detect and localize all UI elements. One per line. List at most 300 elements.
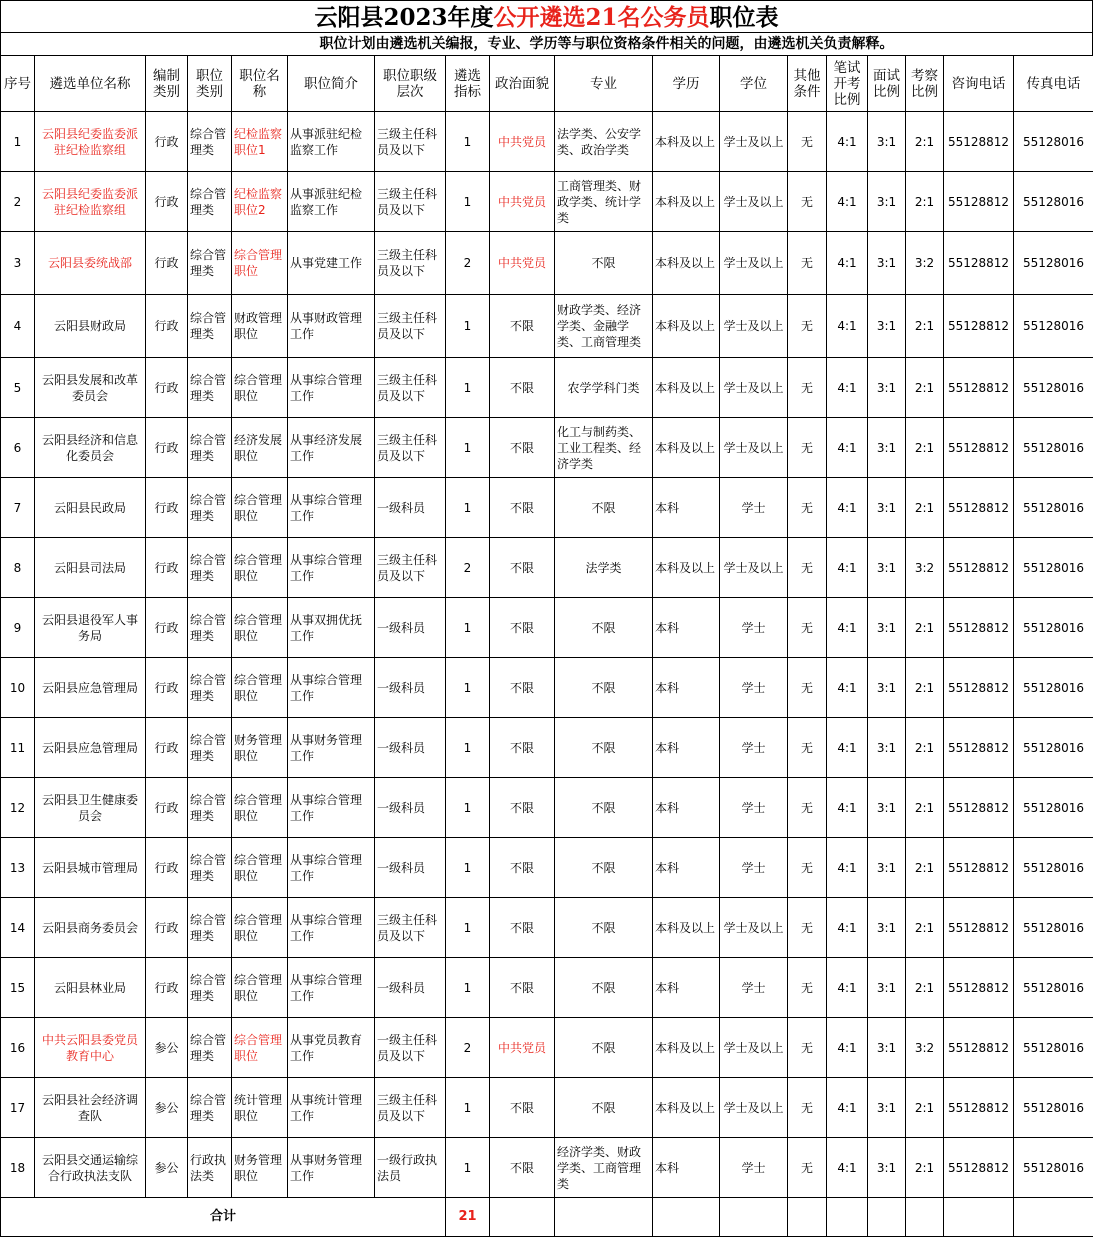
- cell-major: 不限: [555, 1018, 653, 1078]
- cell-staffing: 行政: [146, 172, 188, 232]
- cell-political: 不限: [490, 598, 555, 658]
- cell-degree: 学士: [720, 718, 788, 778]
- cell-degree: 学士: [720, 1138, 788, 1198]
- cell-quota: 1: [446, 778, 490, 838]
- cell-position: 综合管理职位: [232, 478, 288, 538]
- cell-education: 本科: [653, 838, 720, 898]
- cell-major: 不限: [555, 718, 653, 778]
- cell-level: 一级科员: [375, 778, 446, 838]
- cell-interview-ratio: 3:1: [868, 1138, 906, 1198]
- cell-quota: 1: [446, 658, 490, 718]
- cell-interview-ratio: 3:1: [868, 898, 906, 958]
- column-header: 职位名称: [232, 56, 288, 112]
- cell-fax: 55128016: [1014, 898, 1093, 958]
- table-row: [1, 1078, 1093, 1138]
- cell-other: 无: [788, 658, 827, 718]
- cell-political: 不限: [490, 778, 555, 838]
- cell-fax: 55128016: [1014, 778, 1093, 838]
- cell-description: 从事综合管理工作: [288, 838, 375, 898]
- cell-quota: 1: [446, 295, 490, 358]
- cell-unit: 云阳县社会经济调查队: [35, 1078, 146, 1138]
- cell-inspect-ratio: 2:1: [906, 418, 944, 478]
- cell-other: 无: [788, 232, 827, 295]
- cell-level: 一级主任科员及以下: [375, 1018, 446, 1078]
- cell-inspect-ratio: 3:2: [906, 1018, 944, 1078]
- cell-other: 无: [788, 1018, 827, 1078]
- cell-category: 综合管理类: [188, 172, 232, 232]
- cell-written-ratio: 4:1: [827, 1078, 868, 1138]
- cell-inspect-ratio: 2:1: [906, 1078, 944, 1138]
- cell-level: 一级科员: [375, 958, 446, 1018]
- cell-staffing: 行政: [146, 295, 188, 358]
- cell-category: 综合管理类: [188, 1078, 232, 1138]
- cell-major: 不限: [555, 1078, 653, 1138]
- cell-description: 从事财务管理工作: [288, 1138, 375, 1198]
- cell-unit: 云阳县商务委员会: [35, 898, 146, 958]
- cell-phone: 55128812: [944, 172, 1014, 232]
- empty-cell: [490, 1198, 555, 1237]
- cell-interview-ratio: 3:1: [868, 1078, 906, 1138]
- cell-major: 不限: [555, 958, 653, 1018]
- cell-level: 三级主任科员及以下: [375, 358, 446, 418]
- cell-interview-ratio: 3:1: [868, 658, 906, 718]
- cell-level: 三级主任科员及以下: [375, 538, 446, 598]
- cell-no: 4: [1, 295, 35, 358]
- cell-unit: 云阳县经济和信息化委员会: [35, 418, 146, 478]
- table-row: [1, 295, 1093, 358]
- cell-quota: 1: [446, 1078, 490, 1138]
- cell-degree: 学士及以上: [720, 172, 788, 232]
- cell-level: 三级主任科员及以下: [375, 898, 446, 958]
- cell-category: 综合管理类: [188, 232, 232, 295]
- cell-political: 不限: [490, 718, 555, 778]
- cell-phone: 55128812: [944, 658, 1014, 718]
- column-header: 面试比例: [868, 56, 906, 112]
- cell-staffing: 行政: [146, 658, 188, 718]
- cell-staffing: 参公: [146, 1138, 188, 1198]
- cell-phone: 55128812: [944, 838, 1014, 898]
- cell-inspect-ratio: 2:1: [906, 838, 944, 898]
- page-title: [0, 0, 1093, 33]
- cell-major: 不限: [555, 778, 653, 838]
- cell-major: 法学类: [555, 538, 653, 598]
- cell-major: 不限: [555, 898, 653, 958]
- cell-phone: 55128812: [944, 898, 1014, 958]
- cell-interview-ratio: 3:1: [868, 232, 906, 295]
- cell-other: 无: [788, 418, 827, 478]
- cell-education: 本科及以上: [653, 538, 720, 598]
- table-row: [1, 538, 1093, 598]
- cell-written-ratio: 4:1: [827, 478, 868, 538]
- cell-position: 综合管理职位: [232, 358, 288, 418]
- cell-staffing: 行政: [146, 358, 188, 418]
- cell-unit: 云阳县发展和改革委员会: [35, 358, 146, 418]
- cell-category: 综合管理类: [188, 898, 232, 958]
- cell-political: 不限: [490, 1138, 555, 1198]
- cell-quota: 1: [446, 718, 490, 778]
- cell-written-ratio: 4:1: [827, 778, 868, 838]
- cell-quota: 1: [446, 172, 490, 232]
- cell-description: 从事经济发展工作: [288, 418, 375, 478]
- cell-phone: 55128812: [944, 1138, 1014, 1198]
- cell-quota: 1: [446, 418, 490, 478]
- cell-political: 中共党员: [490, 112, 555, 172]
- cell-other: 无: [788, 598, 827, 658]
- table-row: [1, 658, 1093, 718]
- cell-interview-ratio: 3:1: [868, 112, 906, 172]
- cell-political: 不限: [490, 358, 555, 418]
- cell-education: 本科及以上: [653, 358, 720, 418]
- cell-category: 综合管理类: [188, 358, 232, 418]
- cell-no: 3: [1, 232, 35, 295]
- table-row: [1, 958, 1093, 1018]
- empty-cell: [555, 1198, 653, 1237]
- cell-fax: 55128016: [1014, 718, 1093, 778]
- cell-degree: 学士及以上: [720, 358, 788, 418]
- cell-phone: 55128812: [944, 112, 1014, 172]
- cell-unit: 云阳县纪委监委派驻纪检监察组: [35, 112, 146, 172]
- cell-fax: 55128016: [1014, 1078, 1093, 1138]
- cell-staffing: 行政: [146, 958, 188, 1018]
- cell-fax: 55128016: [1014, 295, 1093, 358]
- cell-no: 7: [1, 478, 35, 538]
- cell-fax: 55128016: [1014, 658, 1093, 718]
- table-row: [1, 778, 1093, 838]
- cell-other: 无: [788, 778, 827, 838]
- cell-unit: 云阳县委统战部: [35, 232, 146, 295]
- cell-quota: 2: [446, 1018, 490, 1078]
- cell-interview-ratio: 3:1: [868, 295, 906, 358]
- cell-quota: 1: [446, 898, 490, 958]
- cell-level: 三级主任科员及以下: [375, 112, 446, 172]
- cell-position: 纪检监察职位1: [232, 112, 288, 172]
- cell-position: 综合管理职位: [232, 778, 288, 838]
- cell-no: 8: [1, 538, 35, 598]
- cell-education: 本科及以上: [653, 112, 720, 172]
- cell-major: 经济学类、财政学类、工商管理类: [555, 1138, 653, 1198]
- cell-other: 无: [788, 1138, 827, 1198]
- cell-unit: 云阳县民政局: [35, 478, 146, 538]
- cell-position: 统计管理职位: [232, 1078, 288, 1138]
- cell-interview-ratio: 3:1: [868, 358, 906, 418]
- cell-no: 12: [1, 778, 35, 838]
- cell-degree: 学士及以上: [720, 538, 788, 598]
- cell-staffing: 行政: [146, 778, 188, 838]
- cell-unit: 云阳县城市管理局: [35, 838, 146, 898]
- cell-political: 不限: [490, 1078, 555, 1138]
- cell-education: 本科: [653, 1138, 720, 1198]
- cell-position: 综合管理职位: [232, 538, 288, 598]
- cell-position: 综合管理职位: [232, 598, 288, 658]
- cell-phone: 55128812: [944, 1078, 1014, 1138]
- cell-political: 不限: [490, 418, 555, 478]
- empty-cell: [720, 1198, 788, 1237]
- cell-major: 工商管理类、财政学类、统计学类: [555, 172, 653, 232]
- cell-no: 10: [1, 658, 35, 718]
- cell-level: 一级行政执法员: [375, 1138, 446, 1198]
- column-header: 学位: [720, 56, 788, 112]
- cell-position: 财务管理职位: [232, 718, 288, 778]
- cell-written-ratio: 4:1: [827, 838, 868, 898]
- cell-interview-ratio: 3:1: [868, 418, 906, 478]
- cell-degree: 学士及以上: [720, 418, 788, 478]
- cell-staffing: 行政: [146, 538, 188, 598]
- cell-description: 从事综合管理工作: [288, 358, 375, 418]
- cell-education: 本科: [653, 658, 720, 718]
- cell-major: 不限: [555, 658, 653, 718]
- cell-political: 不限: [490, 838, 555, 898]
- cell-phone: 55128812: [944, 718, 1014, 778]
- empty-cell: [653, 1198, 720, 1237]
- cell-other: 无: [788, 898, 827, 958]
- cell-quota: 1: [446, 358, 490, 418]
- cell-interview-ratio: 3:1: [868, 538, 906, 598]
- cell-category: 综合管理类: [188, 1018, 232, 1078]
- cell-interview-ratio: 3:1: [868, 1018, 906, 1078]
- cell-education: 本科: [653, 718, 720, 778]
- cell-no: 15: [1, 958, 35, 1018]
- cell-written-ratio: 4:1: [827, 172, 868, 232]
- cell-interview-ratio: 3:1: [868, 598, 906, 658]
- cell-description: 从事综合管理工作: [288, 658, 375, 718]
- cell-degree: 学士: [720, 838, 788, 898]
- cell-fax: 55128016: [1014, 958, 1093, 1018]
- cell-description: 从事综合管理工作: [288, 538, 375, 598]
- cell-degree: 学士: [720, 598, 788, 658]
- cell-category: 综合管理类: [188, 538, 232, 598]
- cell-fax: 55128016: [1014, 1018, 1093, 1078]
- cell-position: 财务管理职位: [232, 1138, 288, 1198]
- cell-description: 从事综合管理工作: [288, 778, 375, 838]
- table-row: [1, 1138, 1093, 1198]
- table-row: [1, 232, 1093, 295]
- cell-unit: 云阳县纪委监委派驻纪检监察组: [35, 172, 146, 232]
- cell-interview-ratio: 3:1: [868, 172, 906, 232]
- cell-inspect-ratio: 2:1: [906, 718, 944, 778]
- cell-category: 综合管理类: [188, 778, 232, 838]
- cell-education: 本科: [653, 598, 720, 658]
- cell-staffing: 行政: [146, 838, 188, 898]
- empty-cell: [944, 1198, 1014, 1237]
- cell-other: 无: [788, 958, 827, 1018]
- cell-description: 从事党员教育工作: [288, 1018, 375, 1078]
- cell-level: 一级科员: [375, 658, 446, 718]
- cell-fax: 55128016: [1014, 598, 1093, 658]
- cell-position: 综合管理职位: [232, 1018, 288, 1078]
- cell-no: 18: [1, 1138, 35, 1198]
- cell-description: 从事综合管理工作: [288, 478, 375, 538]
- cell-major: 不限: [555, 838, 653, 898]
- cell-category: 综合管理类: [188, 418, 232, 478]
- cell-level: 三级主任科员及以下: [375, 1078, 446, 1138]
- cell-political: 中共党员: [490, 172, 555, 232]
- cell-category: 综合管理类: [188, 958, 232, 1018]
- column-header: 遴选单位名称: [35, 56, 146, 112]
- cell-inspect-ratio: 2:1: [906, 295, 944, 358]
- column-header: 政治面貌: [490, 56, 555, 112]
- cell-education: 本科: [653, 478, 720, 538]
- cell-level: 三级主任科员及以下: [375, 418, 446, 478]
- cell-political: 不限: [490, 478, 555, 538]
- total-label: 合计: [1, 1198, 446, 1237]
- cell-level: 三级主任科员及以下: [375, 232, 446, 295]
- cell-political: 中共党员: [490, 232, 555, 295]
- cell-education: 本科: [653, 778, 720, 838]
- cell-position: 财政管理职位: [232, 295, 288, 358]
- cell-no: 14: [1, 898, 35, 958]
- cell-written-ratio: 4:1: [827, 232, 868, 295]
- cell-no: 6: [1, 418, 35, 478]
- cell-education: 本科及以上: [653, 418, 720, 478]
- cell-no: 1: [1, 112, 35, 172]
- empty-cell: [906, 1198, 944, 1237]
- cell-position: 综合管理职位: [232, 958, 288, 1018]
- cell-political: 中共党员: [490, 1018, 555, 1078]
- cell-major: 不限: [555, 478, 653, 538]
- cell-other: 无: [788, 295, 827, 358]
- cell-level: 一级科员: [375, 718, 446, 778]
- cell-category: 综合管理类: [188, 838, 232, 898]
- cell-level: 一级科员: [375, 478, 446, 538]
- cell-written-ratio: 4:1: [827, 718, 868, 778]
- cell-unit: 云阳县财政局: [35, 295, 146, 358]
- table-row: [1, 898, 1093, 958]
- cell-degree: 学士及以上: [720, 1078, 788, 1138]
- table-row: [1, 358, 1093, 418]
- cell-phone: 55128812: [944, 418, 1014, 478]
- cell-category: 综合管理类: [188, 658, 232, 718]
- cell-political: 不限: [490, 898, 555, 958]
- cell-degree: 学士: [720, 958, 788, 1018]
- cell-inspect-ratio: 2:1: [906, 958, 944, 1018]
- cell-phone: 55128812: [944, 358, 1014, 418]
- cell-inspect-ratio: 2:1: [906, 598, 944, 658]
- cell-level: 一级科员: [375, 838, 446, 898]
- cell-position: 纪检监察职位2: [232, 172, 288, 232]
- cell-other: 无: [788, 1078, 827, 1138]
- cell-inspect-ratio: 2:1: [906, 172, 944, 232]
- cell-quota: 2: [446, 232, 490, 295]
- cell-phone: 55128812: [944, 478, 1014, 538]
- cell-inspect-ratio: 2:1: [906, 778, 944, 838]
- cell-political: 不限: [490, 295, 555, 358]
- cell-inspect-ratio: 2:1: [906, 112, 944, 172]
- title-highlight: 公开遴选21名公务员: [494, 4, 710, 31]
- cell-inspect-ratio: 2:1: [906, 478, 944, 538]
- cell-inspect-ratio: 2:1: [906, 898, 944, 958]
- cell-level: 三级主任科员及以下: [375, 295, 446, 358]
- cell-major: 法学类、公安学类、政治学类: [555, 112, 653, 172]
- cell-education: 本科及以上: [653, 1078, 720, 1138]
- title-prefix: 云阳县2023年度: [314, 4, 493, 31]
- cell-category: 综合管理类: [188, 295, 232, 358]
- cell-unit: 云阳县退役军人事务局: [35, 598, 146, 658]
- cell-written-ratio: 4:1: [827, 295, 868, 358]
- cell-other: 无: [788, 478, 827, 538]
- cell-written-ratio: 4:1: [827, 958, 868, 1018]
- total-quota: 21: [446, 1198, 490, 1237]
- cell-other: 无: [788, 112, 827, 172]
- cell-unit: 云阳县司法局: [35, 538, 146, 598]
- cell-no: 2: [1, 172, 35, 232]
- cell-other: 无: [788, 718, 827, 778]
- column-header: 笔试开考比例: [827, 56, 868, 112]
- table-footer-row: [1, 1198, 1093, 1237]
- cell-other: 无: [788, 358, 827, 418]
- column-header: 职位简介: [288, 56, 375, 112]
- column-header: 遴选指标: [446, 56, 490, 112]
- cell-fax: 55128016: [1014, 1138, 1093, 1198]
- title-suffix: 职位表: [710, 4, 779, 31]
- cell-degree: 学士及以上: [720, 898, 788, 958]
- cell-staffing: 行政: [146, 898, 188, 958]
- column-header: 其他条件: [788, 56, 827, 112]
- cell-staffing: 行政: [146, 598, 188, 658]
- cell-education: 本科及以上: [653, 1018, 720, 1078]
- column-header: 职位类别: [188, 56, 232, 112]
- empty-cell: [827, 1198, 868, 1237]
- cell-quota: 1: [446, 958, 490, 1018]
- cell-quota: 1: [446, 838, 490, 898]
- cell-level: 一级科员: [375, 598, 446, 658]
- cell-written-ratio: 4:1: [827, 1018, 868, 1078]
- column-header: 专业: [555, 56, 653, 112]
- cell-staffing: 行政: [146, 718, 188, 778]
- cell-phone: 55128812: [944, 598, 1014, 658]
- cell-phone: 55128812: [944, 232, 1014, 295]
- column-header: 考察比例: [906, 56, 944, 112]
- cell-fax: 55128016: [1014, 538, 1093, 598]
- cell-description: 从事统计管理工作: [288, 1078, 375, 1138]
- cell-quota: 1: [446, 112, 490, 172]
- cell-no: 5: [1, 358, 35, 418]
- cell-quota: 2: [446, 538, 490, 598]
- cell-major: 不限: [555, 598, 653, 658]
- cell-quota: 1: [446, 1138, 490, 1198]
- cell-description: 从事派驻纪检监察工作: [288, 172, 375, 232]
- cell-phone: 55128812: [944, 1018, 1014, 1078]
- cell-political: 不限: [490, 538, 555, 598]
- cell-category: 综合管理类: [188, 598, 232, 658]
- table-row: [1, 718, 1093, 778]
- table-row: [1, 112, 1093, 172]
- cell-other: 无: [788, 172, 827, 232]
- column-header: 咨询电话: [944, 56, 1014, 112]
- column-header: 编制类别: [146, 56, 188, 112]
- empty-cell: [1014, 1198, 1093, 1237]
- cell-education: 本科及以上: [653, 898, 720, 958]
- cell-no: 9: [1, 598, 35, 658]
- cell-major: 财政学类、经济学类、金融学类、工商管理类: [555, 295, 653, 358]
- empty-cell: [868, 1198, 906, 1237]
- position-table: [0, 55, 1093, 1237]
- cell-education: 本科: [653, 958, 720, 1018]
- cell-phone: 55128812: [944, 295, 1014, 358]
- cell-unit: 中共云阳县委党员教育中心: [35, 1018, 146, 1078]
- cell-staffing: 参公: [146, 1018, 188, 1078]
- cell-degree: 学士及以上: [720, 112, 788, 172]
- empty-cell: [788, 1198, 827, 1237]
- cell-written-ratio: 4:1: [827, 598, 868, 658]
- cell-level: 三级主任科员及以下: [375, 172, 446, 232]
- cell-position: 综合管理职位: [232, 898, 288, 958]
- cell-staffing: 参公: [146, 1078, 188, 1138]
- cell-political: 不限: [490, 658, 555, 718]
- cell-degree: 学士及以上: [720, 232, 788, 295]
- cell-description: 从事综合管理工作: [288, 898, 375, 958]
- cell-inspect-ratio: 3:2: [906, 232, 944, 295]
- cell-category: 行政执法类: [188, 1138, 232, 1198]
